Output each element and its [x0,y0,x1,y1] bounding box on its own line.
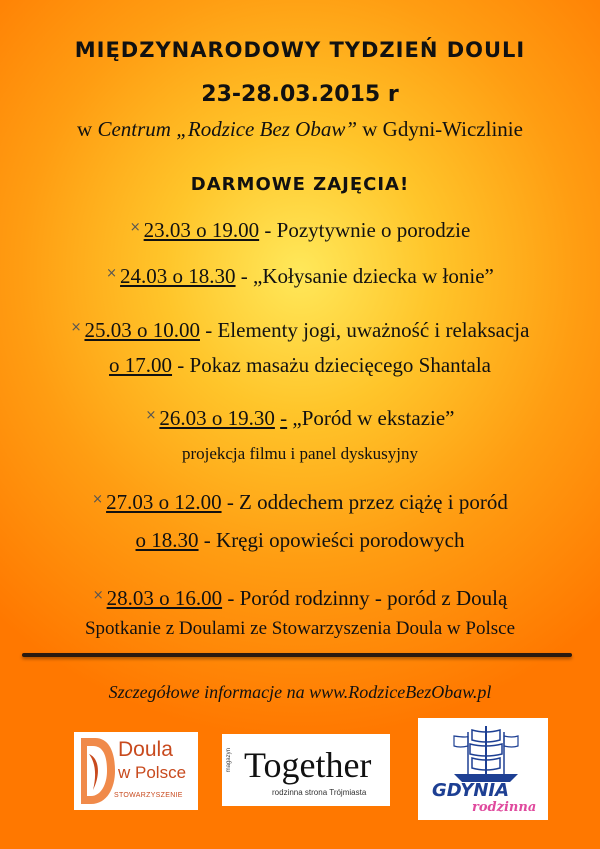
doula-logo-line2: w Polsce [118,763,187,782]
event-item [0,353,600,378]
event-title: - Z oddechem przez ciążę i poród [226,490,508,514]
free-classes-label: DARMOWE ZAJĘCIA! [190,174,410,195]
together-logo-side: magazyn [226,748,232,773]
event-item [0,586,600,611]
gdynia-logo-main: GDYNIA [432,780,510,801]
event-time: 26.03 o 19.30 [159,406,275,430]
event-title: - Pozytywnie o porodzie [264,218,471,242]
event-time: o 18.30 [135,528,199,552]
bullet-x-icon: × [106,266,118,281]
bullet-x-icon: × [129,220,141,235]
gdynia-rodzinna-logo [418,718,548,820]
doula-d-icon [77,734,117,808]
event-subtitle: Spotkanie z Doulami ze Stowarzyszenia Doula w Polsce [84,618,516,639]
event-item [0,218,600,243]
bullet-x-icon: × [92,492,104,507]
event-title: - Poród rodzinny - poród z Doulą [227,586,508,610]
venue-suffix: w Gdyni-Wiczlinie [357,117,523,141]
doula-logo-line3: STOWARZYSZENIE [114,792,183,799]
event-title: - „Kołysanie dziecka w łonie” [240,264,494,288]
event-dash: - [280,406,288,430]
event-item [0,528,600,553]
bullet-x-icon: × [145,408,157,423]
venue-name: Centrum „Rodzice Bez Obaw” [97,117,358,141]
poster-title: MIĘDZYNARODOWY TYDZIEŃ DOULI [74,38,526,62]
event-time: 27.03 o 12.00 [106,490,222,514]
event-item [0,406,600,431]
info-link-text[interactable]: Szczegółowe informacje na www.RodziceBezObaw.pl [108,682,492,702]
doula-logo-line1: Doula [118,738,173,761]
event-subtitle: projekcja filmu i panel dyskusyjny [181,444,419,463]
together-logo-main: Together [244,745,372,785]
event-time: 25.03 o 10.00 [84,318,200,342]
event-item [0,264,600,289]
bullet-x-icon: × [70,320,82,335]
event-title: - Elementy jogi, uważność i relaksacja [205,318,530,342]
divider [22,653,572,657]
bullet-x-icon: × [92,588,104,603]
venue-line [0,117,600,142]
together-magazine-logo [222,734,390,806]
event-item [0,318,600,343]
event-time: 24.03 o 18.30 [120,264,236,288]
event-time: 23.03 o 19.00 [143,218,260,242]
event-item [0,490,600,515]
venue-prefix: w [77,117,98,141]
event-title: - Kręgi opowieści porodowych [203,528,465,552]
together-logo-sub: rodzinna strona Trójmiasta [272,788,367,797]
doula-w-polsce-logo [74,732,198,810]
event-time: o 17.00 [109,353,173,377]
gdynia-logo-sub: rodzinna [472,800,537,815]
event-title: „Poród w ekstazie” [292,406,455,430]
event-title: - Pokaz masażu dziecięcego Shantala [177,353,491,377]
event-dates: 23-28.03.2015 r [201,82,399,107]
ship-icon [446,722,526,784]
event-time: 28.03 o 16.00 [106,586,223,610]
